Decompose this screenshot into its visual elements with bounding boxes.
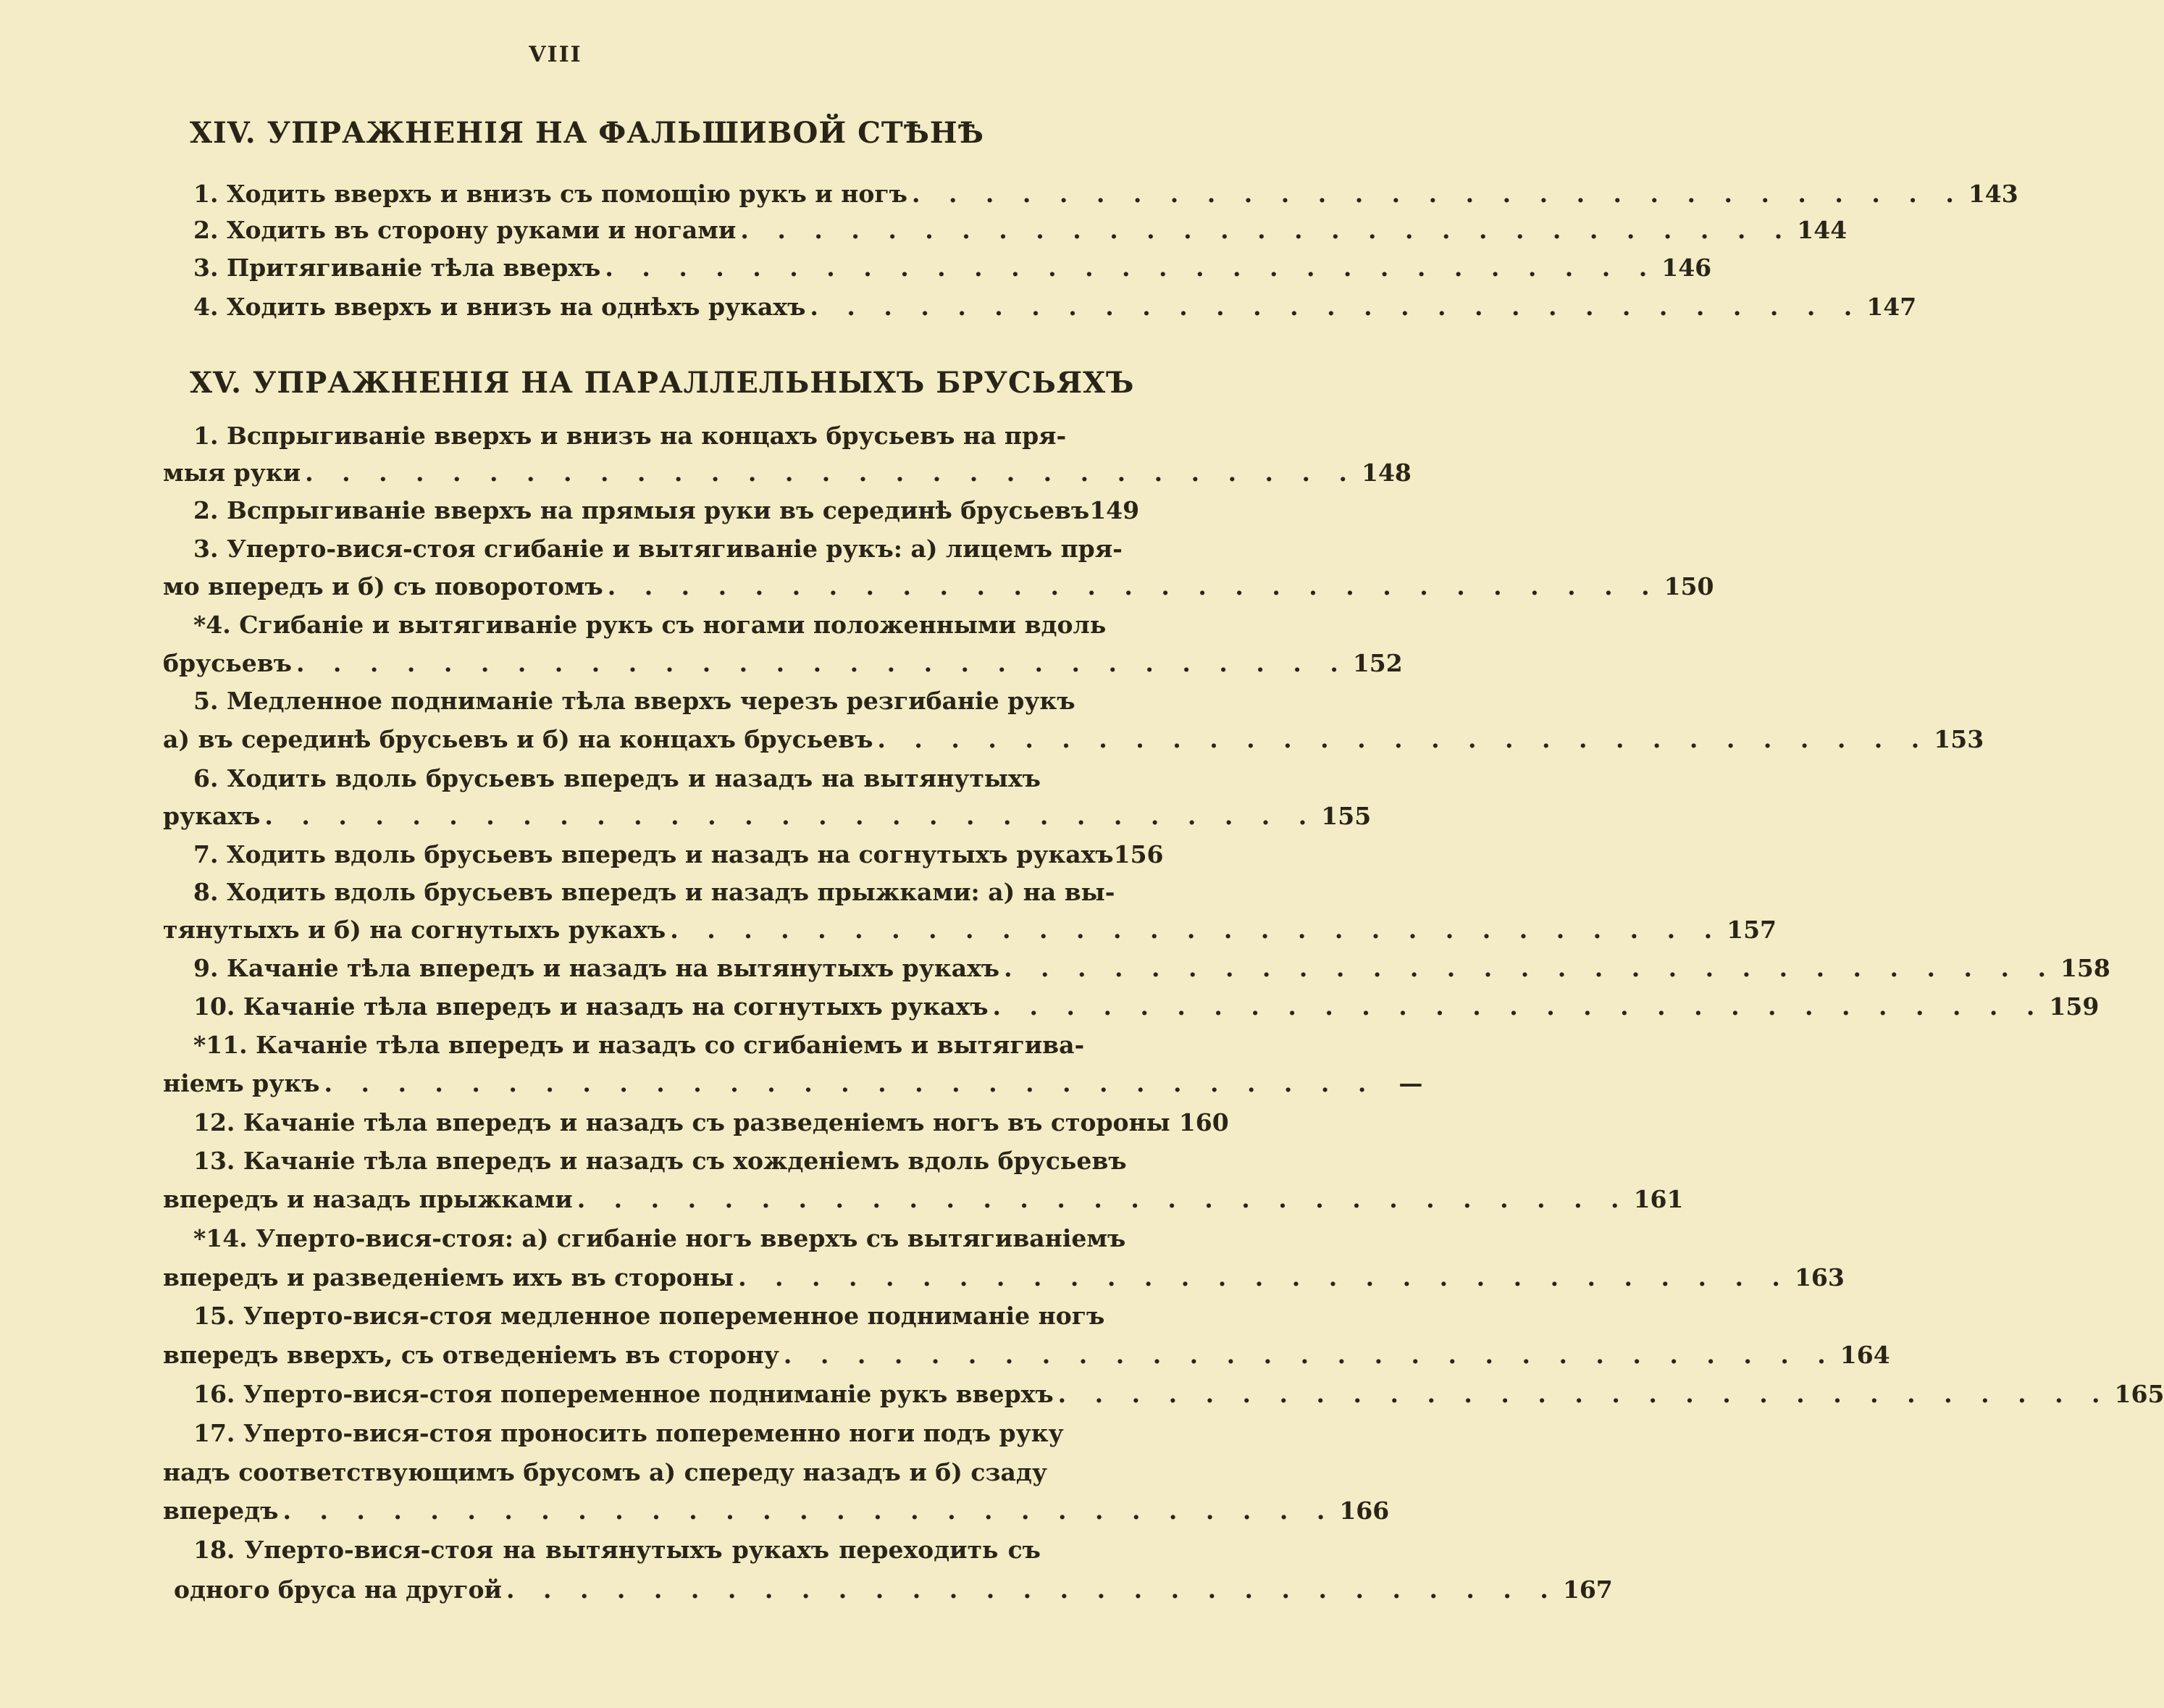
- toc-line: впередъ вверхъ, съ отведеніемъ въ сторону . . . . . . . . . . . . . . . . . . . . . . . . . . . . . 164: [163, 1341, 1890, 1369]
- toc-line: 2. Вспрыгиваніе вверхъ на прямыя руки въ серединѣ брусьевъ 149: [193, 496, 1140, 524]
- toc-line: одного бруса на другой . . . . . . . . . . . . . . . . . . . . . . . . . . . . . 167: [174, 1575, 1613, 1604]
- toc-line: 1. Вспрыгиваніе вверхъ и внизъ на концахъ брусьевъ на пря-: [193, 422, 1067, 450]
- toc-line: впередъ и назадъ прыжками . . . . . . . . . . . . . . . . . . . . . . . . . . . . . 161: [163, 1185, 1684, 1213]
- section-title-xv: XV. УПРАЖНЕНІЯ НА ПАРАЛЛЕЛЬНЫХЪ БРУСЬЯХЪ: [190, 366, 1135, 400]
- toc-line: мо впередъ и б) съ поворотомъ . . . . . . . . . . . . . . . . . . . . . . . . . . . . . 150: [163, 572, 1714, 600]
- toc-line: 15. Уперто-вися-стоя медленное попеременное подниманіе ногъ: [193, 1302, 1105, 1330]
- toc-line: 3. Притягиваніе тѣла вверхъ . . . . . . . . . . . . . . . . . . . . . . . . . . . . . 146: [193, 254, 1712, 282]
- toc-line: 13. Качаніе тѣла впередъ и назадъ съ хожденіемъ вдоль брусьевъ: [193, 1147, 1127, 1175]
- toc-line: 6. Ходить вдоль брусьевъ впередъ и назадъ на вытянутыхъ: [193, 764, 1041, 792]
- toc-line: 1. Ходить вверхъ и внизъ съ помощію рукъ и ногъ . . . . . . . . . . . . . . . . . . . . . . . . . . . . . 143: [193, 180, 2018, 208]
- toc-line: 8. Ходить вдоль брусьевъ впередъ и назадъ прыжками: а) на вы-: [193, 878, 1115, 906]
- toc-line: надъ соответствующимъ брусомъ а) спереду назадъ и б) сзаду: [163, 1458, 1048, 1486]
- section-title-xiv: XIV. УПРАЖНЕНІЯ НА ФАЛЬШИВОЙ СТѢНѢ: [190, 116, 984, 150]
- toc-line: 4. Ходить вверхъ и внизъ на однѣхъ рукахъ . . . . . . . . . . . . . . . . . . . . . . . . . . . . . 147: [193, 293, 1917, 321]
- toc-line: 9. Качаніе тѣла впередъ и назадъ на вытянутыхъ рукахъ . . . . . . . . . . . . . . . . . . . . . . . . . . . . . 158: [193, 954, 2110, 982]
- toc-line: 7. Ходить вдоль брусьевъ впередъ и назадъ на согнутыхъ рукахъ 156: [193, 840, 1164, 868]
- page-number: VIII: [529, 42, 582, 67]
- toc-line: а) въ серединѣ брусьевъ и б) на концахъ брусьевъ . . . . . . . . . . . . . . . . . . . . . . . . . . . . . 153: [163, 725, 1984, 753]
- toc-line: 3. Уперто-вися-стоя сгибаніе и вытягиваніе рукъ: а) лицемъ пря-: [193, 535, 1123, 563]
- toc-line: 17. Уперто-вися-стоя проносить попеременно ноги подъ руку: [193, 1419, 1064, 1447]
- toc-line: *11. Качаніе тѣла впередъ и назадъ со сгибаніемъ и вытягива-: [193, 1031, 1085, 1059]
- toc-line: рукахъ . . . . . . . . . . . . . . . . . . . . . . . . . . . . . 155: [163, 802, 1372, 830]
- toc-line: тянутыхъ и б) на согнутыхъ рукахъ . . . . . . . . . . . . . . . . . . . . . . . . . . . . . 157: [163, 916, 1777, 944]
- toc-line: мыя руки . . . . . . . . . . . . . . . . . . . . . . . . . . . . . 148: [163, 459, 1412, 487]
- toc-line: впередъ . . . . . . . . . . . . . . . . . . . . . . . . . . . . . 166: [163, 1496, 1390, 1525]
- toc-line: 16. Уперто-вися-стоя попеременное подниманіе рукъ вверхъ . . . . . . . . . . . . . . . . . . . . . . . . . . . . . 165: [193, 1380, 2164, 1408]
- toc-line: 10. Качаніе тѣла впередъ и назадъ на согнутыхъ рукахъ . . . . . . . . . . . . . . . . . . . . . . . . . . . . . 159: [193, 992, 2100, 1021]
- toc-line: ніемъ рукъ . . . . . . . . . . . . . . . . . . . . . . . . . . . . . —: [163, 1069, 1423, 1097]
- toc-line: 2. Ходить въ сторону руками и ногами . . . . . . . . . . . . . . . . . . . . . . . . . . . . . 144: [193, 216, 1848, 244]
- toc-line: впередъ и разведеніемъ ихъ въ стороны . . . . . . . . . . . . . . . . . . . . . . . . . . . . . 163: [163, 1263, 1845, 1292]
- toc-line: брусьевъ . . . . . . . . . . . . . . . . . . . . . . . . . . . . . 152: [163, 649, 1403, 677]
- toc-line: 18. Уперто-вися-стоя на вытянутыхъ рукахъ переходить съ: [193, 1536, 1041, 1564]
- toc-line: *4. Сгибаніе и вытягиваніе рукъ съ ногами положенными вдоль: [193, 611, 1107, 639]
- toc-line: *14. Уперто-вися-стоя: а) сгибаніе ногъ вверхъ съ вытягиваніемъ: [193, 1224, 1126, 1252]
- toc-line: 12. Качаніе тѣла впередъ и назадъ съ разведеніемъ ногъ въ стороны 160: [193, 1108, 1229, 1136]
- toc-line: 5. Медленное подниманіе тѣла вверхъ черезъ резгибаніе рукъ: [193, 687, 1075, 715]
